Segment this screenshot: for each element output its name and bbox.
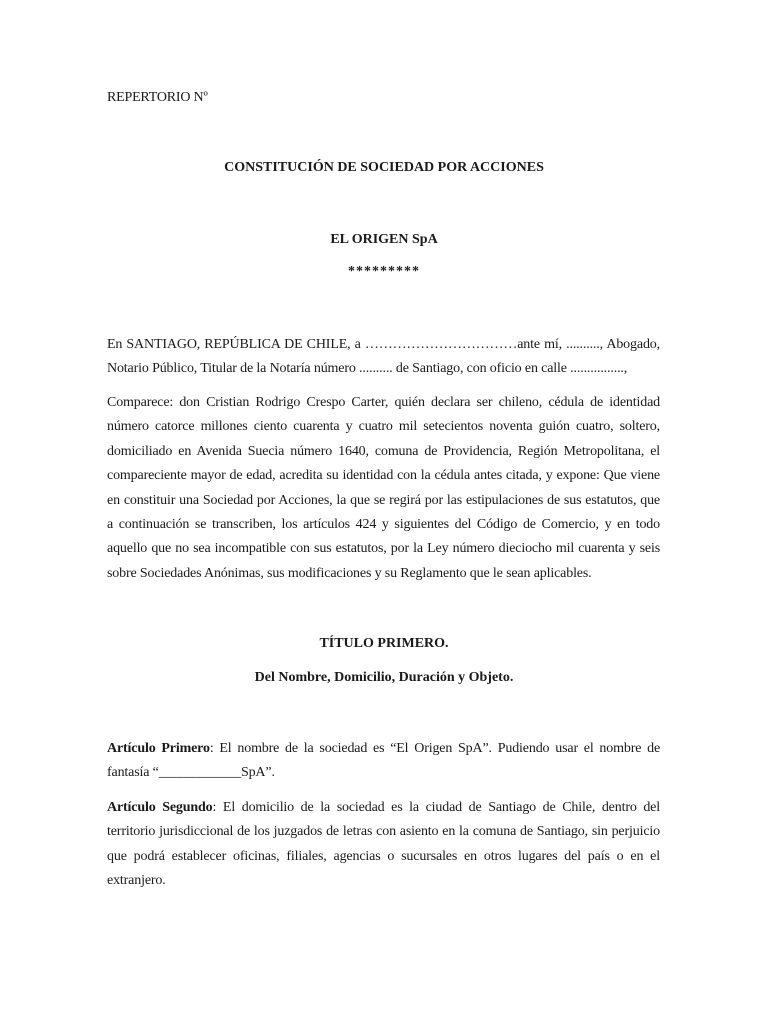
articulo-primero-paragraph bbox=[107, 737, 660, 786]
articulo-segundo-heading: Artículo Segundo bbox=[107, 800, 213, 815]
comparece-paragraph: Comparece: don Cristian Rodrigo Crespo Carter, quién declara ser chileno, cédula de identidad número catorce millones ciento cuarenta y cuatro mil setecientos noventa guión cuatro, soltero, domiciliado en Avenida Suecia número 1640, comuna de Providencia, Región Metropolitana, el compareciente mayor de edad, acredita su identidad con la cédula antes citada, y expone: Que viene en constituir una Sociedad por Acciones, la que se regirá por las estipulaciones de sus estatutos, que a continuación se transcriben, los artículos 424 y siguientes del Código de Comercio, y en todo aquello que no sea incompatible con sus estatutos, por la Ley número dieciocho mil cuarenta y seis sobre Sociedades Anónimas, sus modificaciones y su Reglamento que le sean aplicables. bbox=[107, 395, 660, 581]
section-subtitle: Del Nombre, Domicilio, Duración y Objeto. bbox=[254, 670, 514, 685]
separator-stars: ********* bbox=[348, 264, 420, 279]
articulo-primero-heading: Artículo Primero bbox=[107, 741, 210, 756]
repertorio-label: REPERTORIO Nº bbox=[107, 90, 208, 105]
articulo-primero-text: : El nombre de la sociedad es “El Origen SpA”. Pudiendo usar el nombre de fantasía “____________SpA”. bbox=[107, 741, 661, 781]
articulo-segundo-text: : El domicilio de la sociedad es la ciudad de Santiago de Chile, dentro del territorio jurisdiccional de los juzgados de letras con asiento en la comuna de Santiago, sin perjuicio que podrá establecer oficinas, filiales, agencias o sucursales en otros lugares del país o en el extranjero. bbox=[107, 800, 660, 889]
section-title: TÍTULO PRIMERO. bbox=[319, 636, 449, 651]
document-title: CONSTITUCIÓN DE SOCIEDAD POR ACCIONES bbox=[224, 160, 544, 175]
intro-paragraph: En SANTIAGO, REPÚBLICA DE CHILE, a ……………………………ante mí, .........., Abogado, Notario Público, Titular de la Notaría número .......... de Santiago, con oficio en calle ................, bbox=[107, 337, 660, 377]
company-name: EL ORIGEN SpA bbox=[330, 232, 438, 247]
articulo-segundo-paragraph bbox=[107, 796, 660, 894]
